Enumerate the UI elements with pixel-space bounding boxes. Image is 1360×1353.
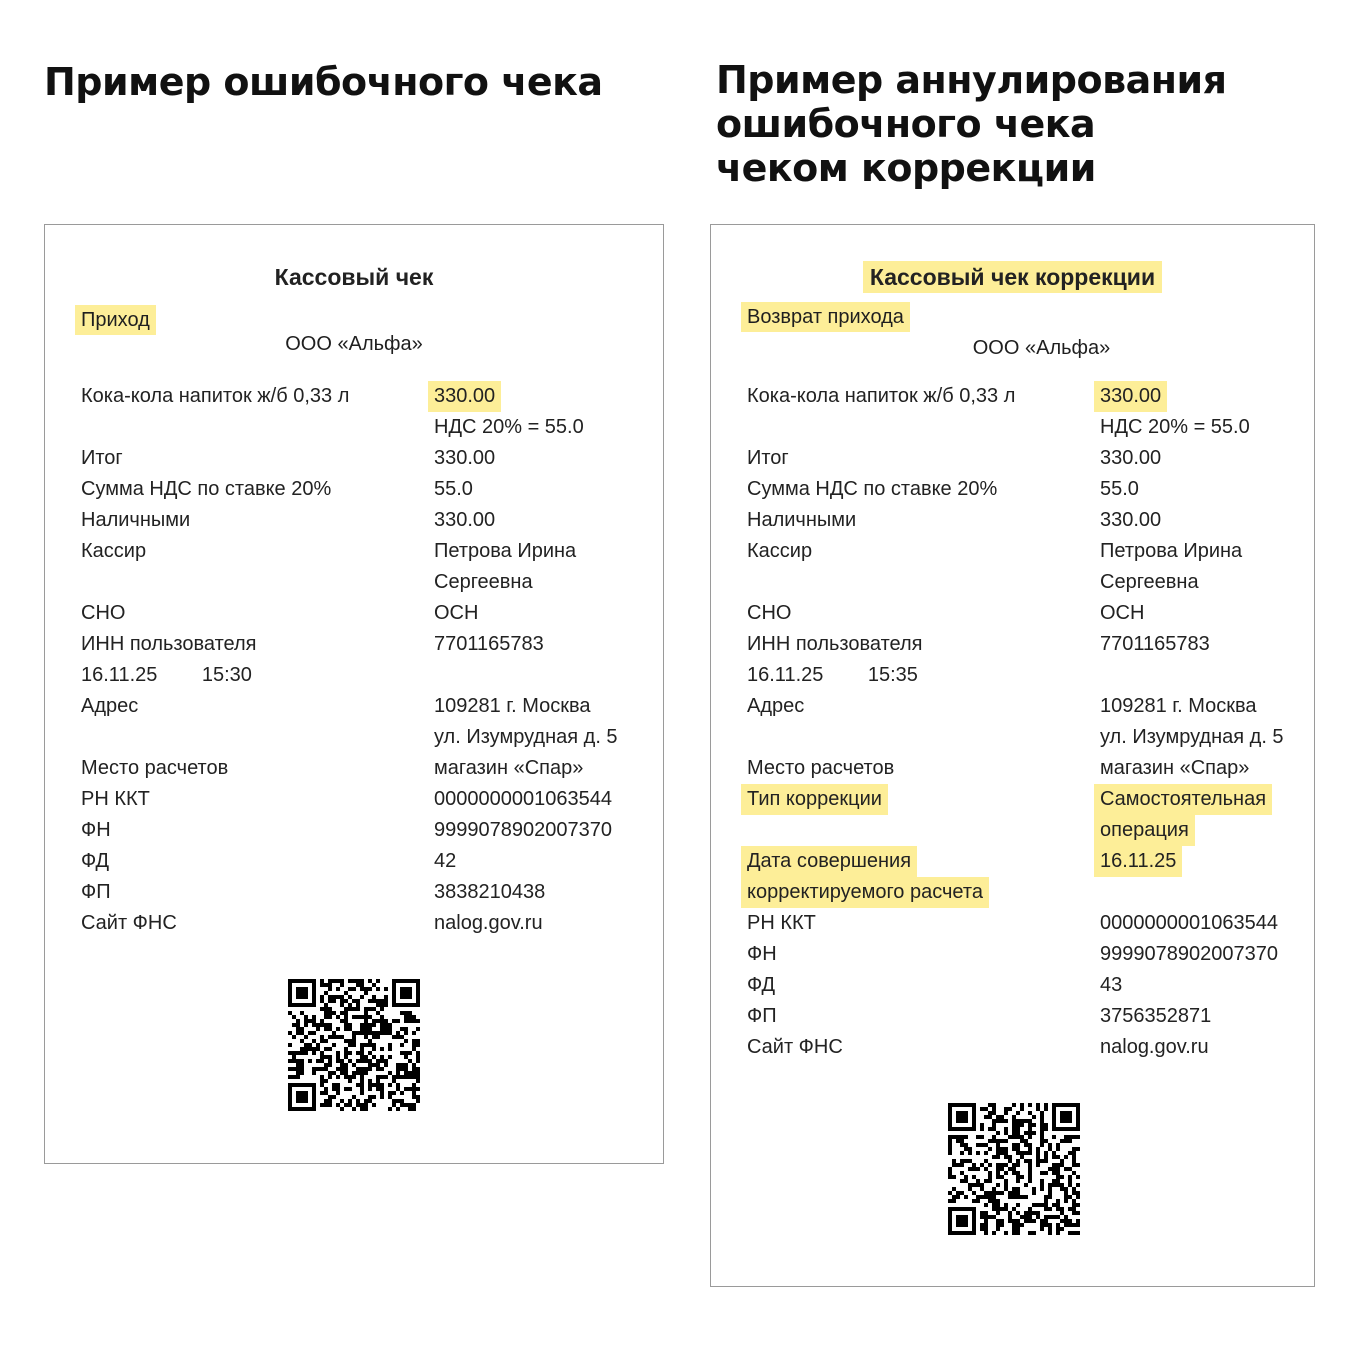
row-value-line: 9999078902007370 <box>434 819 612 841</box>
receipt-row <box>747 784 1314 846</box>
receipt-row <box>747 443 1314 474</box>
row-value <box>434 877 663 908</box>
row-value-line: Сергеевна <box>434 571 533 593</box>
row-label-line: Наличными <box>81 509 191 531</box>
row-value <box>434 815 663 846</box>
heading-line: чеком коррекции <box>716 146 1096 190</box>
receipt-row <box>81 412 663 443</box>
row-value <box>1100 474 1314 505</box>
heading-line: Пример аннулирования <box>716 58 1227 102</box>
row-value <box>1100 753 1314 784</box>
row-label-line: СНО <box>747 602 792 624</box>
row-label <box>81 877 111 908</box>
row-label-line: Место расчетов <box>81 757 229 779</box>
row-value <box>434 443 663 474</box>
row-value <box>434 846 663 877</box>
row-label <box>81 598 125 629</box>
receipt-row <box>81 908 663 939</box>
heading-wrong-receipt <box>44 60 603 104</box>
receipt-row <box>747 939 1314 970</box>
row-value <box>434 660 663 691</box>
row-label <box>81 815 111 846</box>
row-label-line: ФН <box>747 943 777 965</box>
receipt-row <box>747 1001 1314 1032</box>
row-label <box>81 846 109 877</box>
receipt-row <box>81 753 663 784</box>
receipt-type: Возврат прихода <box>741 302 910 332</box>
row-value-line: 16.11.25 <box>1094 846 1182 877</box>
row-value-line: 109281 г. Москва <box>1100 695 1257 717</box>
receipt-row <box>81 505 663 536</box>
row-value <box>1100 412 1314 443</box>
receipt-row <box>81 381 663 412</box>
qr-code-icon <box>948 1103 1080 1235</box>
row-label-line: ФП <box>81 881 111 903</box>
row-value-line: НДС 20% = 55.0 <box>1100 416 1250 438</box>
row-value-line: 330.00 <box>428 381 501 412</box>
row-value-line: Сергеевна <box>1100 571 1199 593</box>
row-value <box>434 412 663 443</box>
row-value <box>1100 443 1314 474</box>
row-label-line: Адрес <box>747 695 805 717</box>
row-label-line: СНО <box>81 602 126 624</box>
row-value-line: 330.00 <box>434 447 496 469</box>
row-value <box>1100 939 1314 970</box>
row-value <box>1100 505 1314 536</box>
row-value-line: 109281 г. Москва <box>434 695 591 717</box>
row-label <box>81 629 256 660</box>
row-value-line: 0000000001063544 <box>434 788 612 810</box>
row-value <box>434 536 663 598</box>
row-label <box>81 536 146 567</box>
row-value-line: 9999078902007370 <box>1100 943 1278 965</box>
row-value <box>1100 691 1314 753</box>
row-label <box>81 381 349 412</box>
row-label-line: корректируемого расчета <box>741 877 989 908</box>
row-value-line: nalog.gov.ru <box>434 912 543 934</box>
receipt-row <box>747 629 1314 660</box>
row-label <box>81 784 150 815</box>
row-label-line: Сумма НДС по ставке 20% <box>747 478 998 500</box>
row-value <box>1100 846 1314 877</box>
row-label-line: Кока-кола напиток ж/б 0,33 л <box>747 385 1016 407</box>
row-label-line: Итог <box>747 447 789 469</box>
row-label-line: Наличными <box>747 509 857 531</box>
row-value <box>434 753 663 784</box>
row-label-line: ФН <box>81 819 111 841</box>
receipt-org: ООО «Альфа» <box>285 333 423 355</box>
row-label <box>747 660 918 691</box>
row-label <box>747 1032 843 1063</box>
receipt-row <box>747 505 1314 536</box>
receipt-row <box>747 381 1314 412</box>
row-value <box>1100 1032 1314 1063</box>
row-value-line: 3756352871 <box>1100 1005 1212 1027</box>
row-label-line: Адрес <box>81 695 139 717</box>
row-value-line: 330.00 <box>1100 447 1162 469</box>
row-value <box>1100 970 1314 1001</box>
row-value <box>1100 598 1314 629</box>
row-value-line: операция <box>1094 815 1195 846</box>
row-label-line: Тип коррекции <box>741 784 888 815</box>
receipt-row <box>747 474 1314 505</box>
row-value-line: магазин «Спар» <box>434 757 584 779</box>
row-value-line: Самостоятельная <box>1094 784 1272 815</box>
row-value <box>434 629 663 660</box>
receipt-row <box>81 846 663 877</box>
row-value <box>1100 660 1314 691</box>
row-value <box>1100 908 1314 939</box>
row-label-line: Сумма НДС по ставке 20% <box>81 478 332 500</box>
row-label-line: ИНН пользователя <box>747 633 923 655</box>
receipt-row <box>747 846 1314 908</box>
row-value-line: 55.0 <box>1100 478 1139 500</box>
row-value <box>1100 784 1314 846</box>
row-label-line: Кока-кола напиток ж/б 0,33 л <box>81 385 350 407</box>
row-value-line: 55.0 <box>434 478 473 500</box>
row-label-line: 16.11.25 15:30 <box>81 664 252 686</box>
row-label <box>747 443 789 474</box>
row-label-line: РН ККТ <box>747 912 816 934</box>
row-value-line: 42 <box>434 850 457 872</box>
row-value-line: 3838210438 <box>434 881 546 903</box>
row-label-line: Кассир <box>81 540 147 562</box>
row-label <box>747 691 804 722</box>
row-label <box>747 381 1015 412</box>
row-value <box>434 598 663 629</box>
receipt-row <box>81 660 663 691</box>
row-label-line: Сайт ФНС <box>747 1036 843 1058</box>
row-label <box>747 908 816 939</box>
row-label <box>747 629 922 660</box>
receipt-row <box>81 784 663 815</box>
receipt-rows <box>81 381 663 939</box>
row-value-line: 43 <box>1100 974 1123 996</box>
row-value-line: 7701165783 <box>1100 633 1210 655</box>
receipt-row <box>81 474 663 505</box>
row-label <box>81 908 177 939</box>
row-value <box>1100 629 1314 660</box>
row-label <box>747 474 997 505</box>
row-label-line: Сайт ФНС <box>81 912 177 934</box>
row-value-line: ул. Изумрудная д. 5 <box>1100 726 1284 748</box>
row-label <box>81 660 252 691</box>
row-value <box>434 505 663 536</box>
row-value-line: 330.00 <box>434 509 496 531</box>
row-value-line: Петрова Ирина <box>1100 540 1243 562</box>
receipt-title: Кассовый чек <box>274 264 434 290</box>
receipt-type: Приход <box>75 305 156 335</box>
row-label <box>747 970 775 1001</box>
receipt-row <box>747 660 1314 691</box>
receipt-row <box>81 443 663 474</box>
row-value <box>434 908 663 939</box>
correction-receipt <box>710 224 1315 1287</box>
row-label <box>747 784 888 815</box>
row-label <box>747 939 777 970</box>
receipt-row <box>747 753 1314 784</box>
row-value <box>434 691 663 753</box>
row-label-line: ФД <box>747 974 776 996</box>
receipt-row <box>747 1032 1314 1063</box>
receipt-org: ООО «Альфа» <box>972 337 1111 359</box>
row-label-line: РН ККТ <box>81 788 150 810</box>
row-label <box>81 474 331 505</box>
row-label <box>747 1001 777 1032</box>
row-label <box>747 753 894 784</box>
row-label-line: Место расчетов <box>747 757 895 779</box>
qr-code-icon <box>288 979 420 1111</box>
receipt-row <box>747 598 1314 629</box>
row-value <box>434 381 663 412</box>
receipt-row <box>81 629 663 660</box>
receipt-row <box>747 536 1314 598</box>
row-value-line: ул. Изумрудная д. 5 <box>434 726 618 748</box>
row-label-line: Кассир <box>747 540 813 562</box>
row-value-line: ОСН <box>434 602 479 624</box>
receipt-row <box>81 691 663 753</box>
row-value-line: nalog.gov.ru <box>1100 1036 1209 1058</box>
row-label <box>81 443 123 474</box>
row-label <box>81 753 228 784</box>
row-value <box>1100 381 1314 412</box>
receipt-row <box>747 691 1314 753</box>
row-label-line: 16.11.25 15:35 <box>747 664 918 686</box>
row-value-line: Петрова Ирина <box>434 540 577 562</box>
receipt-row <box>747 412 1314 443</box>
row-value-line: 330.00 <box>1094 381 1167 412</box>
receipt-title: Кассовый чек коррекции <box>711 261 1314 293</box>
row-value <box>1100 1001 1314 1032</box>
row-value-line: 7701165783 <box>434 633 544 655</box>
receipt-row <box>747 908 1314 939</box>
row-value <box>434 784 663 815</box>
row-value-line: 330.00 <box>1100 509 1162 531</box>
row-value-line: ОСН <box>1100 602 1145 624</box>
row-label-line: Итог <box>81 447 123 469</box>
receipt-row <box>81 877 663 908</box>
row-value <box>1100 536 1314 598</box>
heading-correction-receipt <box>716 58 1227 190</box>
receipt-row <box>81 598 663 629</box>
row-label-line: ФП <box>747 1005 777 1027</box>
row-label <box>747 536 812 567</box>
row-label <box>747 505 856 536</box>
row-value-line: 0000000001063544 <box>1100 912 1278 934</box>
receipt-row <box>81 815 663 846</box>
receipt-rows <box>747 381 1314 1063</box>
row-value-line: НДС 20% = 55.0 <box>434 416 584 438</box>
heading-line: ошибочного чека <box>716 102 1096 146</box>
row-label-line: ФД <box>81 850 110 872</box>
wrong-receipt <box>44 224 664 1164</box>
row-label-line: ИНН пользователя <box>81 633 257 655</box>
row-label <box>81 691 138 722</box>
row-label <box>747 846 989 908</box>
row-label-line: Дата совершения <box>741 846 917 877</box>
row-label <box>81 505 190 536</box>
row-value <box>434 474 663 505</box>
row-value-line: магазин «Спар» <box>1100 757 1250 779</box>
heading-line: Пример ошибочного чека <box>44 60 603 104</box>
receipt-row <box>81 536 663 598</box>
receipt-row <box>747 970 1314 1001</box>
row-label <box>747 598 791 629</box>
